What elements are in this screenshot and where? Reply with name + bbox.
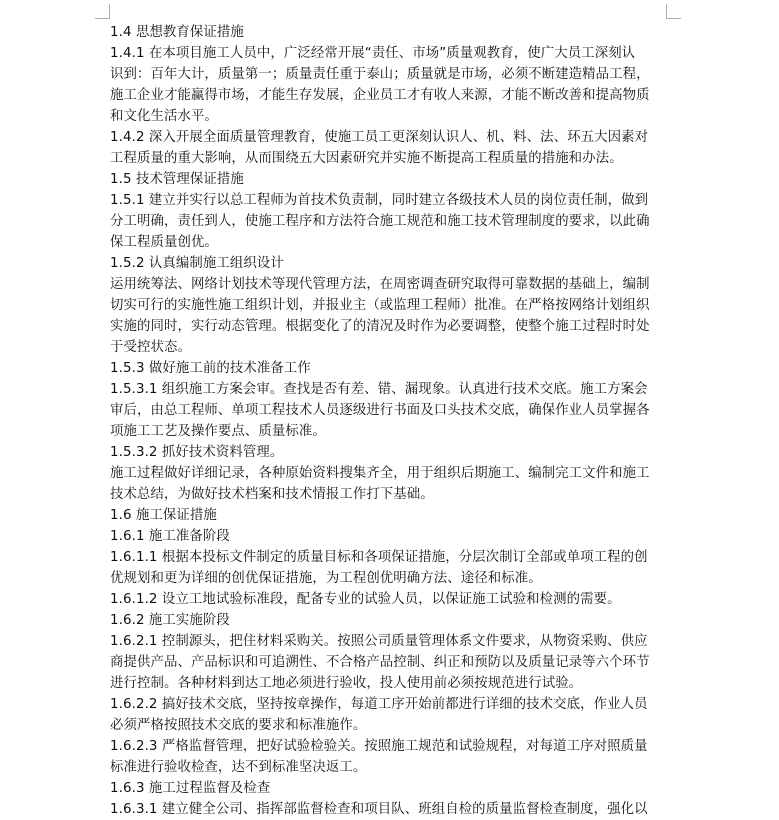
paragraph-line: 1.6.2.3 严格监督管理，把好试验检验关。按照施工规范和试验规程，对每道工序对照质量 [110, 739, 648, 754]
paragraph-line: 保工程质量创优。 [110, 235, 218, 250]
section-heading: 1.6.3 施工过程监督及检查 [110, 781, 271, 796]
paragraph-line: 施工过程做好详细记录，各种原始资料搜集齐全，用于组织后期施工、编制完工文件和施工 [110, 466, 650, 481]
section-heading: 1.6.1 施工准备阶段 [110, 529, 230, 544]
paragraph-line: 项施工工艺及操作要点、质量标准。 [110, 424, 326, 439]
paragraph-line: 1.6.2.1 控制源头，把住材料采购关。按照公司质量管理体系文件要求，从物资采购、供应 [110, 634, 648, 649]
crop-mark-top-left [95, 4, 110, 19]
paragraph-line: 1.5.3.1 组织施工方案会审。查找是否有差、错、漏现象。认真进行技术交底。施工方案会 [110, 382, 648, 397]
paragraph-line: 优规划和更为详细的创优保证措施，为工程创优明确方法、途径和标准。 [110, 571, 542, 586]
section-heading: 1.6 施工保证措施 [110, 508, 217, 523]
paragraph-line: 运用统筹法、网络计划技术等现代管理方法，在周密调查研究取得可靠数据的基础上，编制 [110, 277, 650, 292]
paragraph-line: 审后，由总工程师、单项工程技术人员逐级进行书面及口头技术交底，确保作业人员掌握各 [110, 403, 650, 418]
paragraph-line: 实施的同时，实行动态管理。根据变化了的清况及时作为必要调整，使整个施工过程时时处 [110, 319, 650, 334]
paragraph-line: 切实可行的实施性施工组织计划，并报业主（或监理工程师）批准。在严格按网络计划组织 [110, 298, 650, 313]
section-heading: 1.6.2 施工实施阶段 [110, 613, 230, 628]
paragraph-line: 施工企业才能赢得市场，才能生存发展，企业员工才有收人来源，才能不断改善和提高物质 [110, 88, 650, 103]
paragraph-line: 1.5.1 建立并实行以总工程师为首技术负责制，同时建立各级技术人员的岗位责任制，做到 [110, 193, 649, 208]
paragraph-line: 1.6.1.2 设立工地试验标准段，配备专业的试验人员，以保证施工试验和检测的需要。 [110, 592, 621, 607]
section-heading: 1.5.3 做好施工前的技术准备工作 [110, 361, 311, 376]
paragraph-line: 于受控状态。 [110, 340, 191, 355]
paragraph-line: 识到：百年大计，质量第一；质量责任重于泰山；质量就是市场，必须不断建造精品工程， [110, 67, 650, 82]
section-heading: 1.5.2 认真编制施工组织设计 [110, 256, 284, 271]
paragraph-line: 和文化生活水平。 [110, 109, 218, 124]
paragraph-line: 1.6.3.1 建立健全公司、指挥部监督检查和项目队、班组自检的质量监督检查制度，强化以 [110, 802, 648, 817]
crop-mark-top-right [666, 4, 681, 19]
paragraph-line: 必须严格按照技术交底的要求和标准施作。 [110, 718, 367, 733]
paragraph-line: 分工明确，责任到人，使施工程序和方法符合施工规范和施工技术管理制度的要求，以此确 [110, 214, 650, 229]
paragraph-line: 标准进行验收检查，达不到标准坚决返工。 [110, 760, 367, 775]
section-heading: 1.5 技术管理保证措施 [110, 172, 244, 187]
paragraph-line: 1.4.2 深入开展全面质量管理教育，使施工员工更深刻认识人、机、料、法、环五大因素对 [110, 130, 649, 145]
paragraph-line: 商提供产品、产品标识和可追溯性、不合格产品控制、纠正和预防以及质量记录等六个环节 [110, 655, 650, 670]
paragraph-line: 1.6.1.1 根据本投标文件制定的质量目标和各项保证措施，分层次制订全部或单项工程的创 [110, 550, 648, 565]
paragraph-line: 进行控制。各种材料到达工地必须进行验收，投人使用前必须按规范进行试验。 [110, 676, 583, 691]
paragraph-line: 1.6.2.2 搞好技术交底，坚持按章操作，每道工序开始前都进行详细的技术交底，作业人员 [110, 697, 648, 712]
paragraph-line: 1.5.3.2 抓好技术资料管理。 [110, 445, 284, 460]
document-body [110, 22, 666, 820]
section-heading: 1.4 思想教育保证措施 [110, 25, 244, 40]
paragraph-line: 工程质量的重大影响，从而围绕五大因素研究并实施不断提高工程质量的措施和办法。 [110, 151, 623, 166]
paragraph-line: 1.4.1 在本项目施工人员中，广泛经常开展“责任、市场”质量观教育，使广大员工深刻认 [110, 46, 636, 61]
paragraph-line: 技术总结，为做好技术档案和技术情报工作打下基础。 [110, 487, 434, 502]
